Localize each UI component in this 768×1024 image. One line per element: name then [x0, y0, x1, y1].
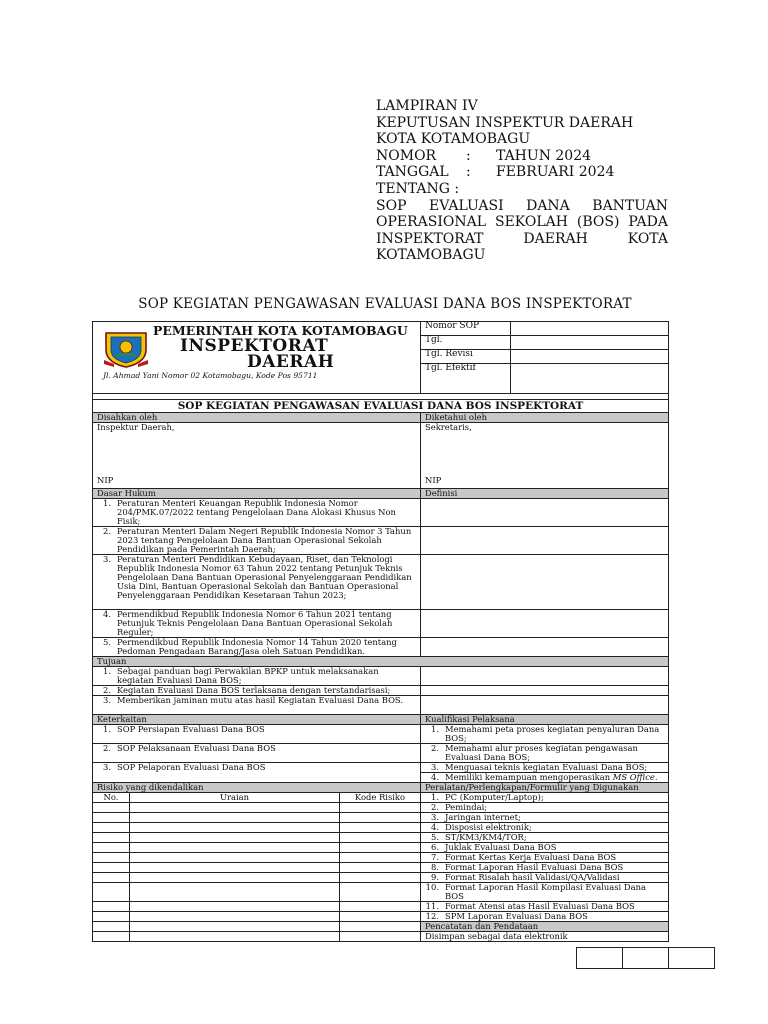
tujuan-label: Tujuan — [93, 657, 669, 667]
peralatan-item — [421, 902, 669, 912]
risk-cell — [130, 853, 340, 863]
item-tail: . — [654, 772, 658, 782]
item-text: Juklak Evaluasi Dana BOS — [445, 842, 557, 852]
meta-label: Tgl. Revisi — [421, 350, 511, 364]
diketahui-jabatan: Sekretaris, — [425, 422, 472, 432]
tanggal-row — [376, 164, 668, 181]
item-text: Format Atensi atas Hasil Evaluasi Dana BOS — [445, 901, 635, 911]
risiko-label: Risiko yang dikendalikan — [93, 783, 421, 793]
item-number: 2. — [431, 743, 439, 753]
item-number: 4. — [103, 609, 111, 619]
item-text: SOP Pelaksanaan Evaluasi Dana BOS — [117, 743, 276, 753]
kotamobagu-emblem-icon — [102, 330, 150, 368]
risk-cell — [93, 922, 130, 932]
item-number: 6. — [431, 842, 439, 852]
item-number: 5. — [431, 832, 439, 842]
dasar-hukum-item — [93, 610, 421, 638]
definisi-cell — [421, 610, 669, 638]
tentang-label: TENTANG : — [376, 180, 460, 197]
disahkan-cell — [93, 423, 421, 489]
disahkan-label: Disahkan oleh — [93, 413, 421, 423]
keterkaitan-item — [93, 725, 421, 744]
item-number: 4. — [431, 772, 439, 782]
pencatatan-label: Pencatatan dan Pendataan — [421, 922, 669, 932]
kualifikasi-item — [421, 763, 669, 773]
footer-box — [577, 948, 623, 969]
risk-cell — [93, 932, 130, 942]
item-number: 12. — [425, 911, 439, 921]
daerah-title: DAERAH — [247, 352, 335, 372]
risk-cell — [130, 803, 340, 813]
diketahui-label: Diketahui oleh — [421, 413, 669, 423]
tentang-line: OPERASIONAL SEKOLAH (BOS) PADA — [376, 214, 668, 231]
risk-cell — [130, 922, 340, 932]
nomor-sep: : — [466, 147, 471, 164]
risk-cell — [340, 883, 421, 902]
footer-box — [623, 948, 669, 969]
definisi-cell — [421, 555, 669, 610]
tujuan-item — [93, 696, 421, 715]
risk-cell — [340, 902, 421, 912]
meta-label: Nomor SOP — [421, 322, 511, 336]
risk-cell — [340, 932, 421, 942]
kualifikasi-item — [421, 744, 669, 763]
risk-cell — [130, 833, 340, 843]
peralatan-item — [421, 843, 669, 853]
risk-col-no: No. — [93, 793, 130, 803]
risk-cell — [130, 912, 340, 922]
risk-cell — [130, 863, 340, 873]
document-title: SOP KEGIATAN PENGAWASAN EVALUASI DANA BOS INSPEKTORAT — [138, 296, 632, 312]
definisi-cell — [421, 527, 669, 555]
item-text: Peraturan Menteri Dalam Negeri Republik Indonesia Nomor 3 Tahun 2023 tentang Pengelolaan Dana Bantuan Operasional Sekolah Pendidikan pada Pemerintah Daerah; — [117, 526, 412, 554]
meta-label: Tgl. Efektif — [421, 364, 511, 394]
item-number: 2. — [103, 526, 111, 536]
keterkaitan-item — [93, 763, 421, 783]
risk-cell — [93, 902, 130, 912]
kualifikasi-item — [421, 725, 669, 744]
sop-table — [92, 321, 669, 942]
peralatan-item — [421, 883, 669, 902]
item-number: 11. — [425, 901, 439, 911]
item-number: 2. — [431, 802, 439, 812]
item-number: 3. — [103, 695, 111, 705]
risk-cell — [340, 922, 421, 932]
risk-cell — [130, 902, 340, 912]
meta-value — [511, 364, 669, 394]
risk-cell — [93, 843, 130, 853]
risk-cell — [340, 912, 421, 922]
item-number: 3. — [103, 762, 111, 772]
risk-cell — [93, 883, 130, 902]
risk-cell — [340, 863, 421, 873]
item-number: 3. — [431, 812, 439, 822]
risk-col-kode: Kode Risiko — [340, 793, 421, 803]
item-number: 1. — [103, 666, 111, 676]
item-number: 7. — [431, 852, 439, 862]
definisi-cell — [421, 499, 669, 527]
meta-label: Tgl. — [421, 336, 511, 350]
footer-boxes — [576, 947, 715, 969]
item-text: ST/KM3/KM4/TOR; — [445, 832, 527, 842]
item-text: Format Laporan Hasil Kompilasi Evaluasi Dana BOS — [445, 882, 646, 901]
dasar-hukum-item — [93, 638, 421, 657]
item-text: Disposisi elektronik; — [445, 822, 532, 832]
risk-cell — [93, 873, 130, 883]
tanggal-label: TANGGAL — [376, 164, 449, 181]
diketahui-cell — [421, 423, 669, 489]
dasar-hukum-label: Dasar Hukum — [93, 489, 421, 499]
risk-cell — [340, 813, 421, 823]
risk-cell — [130, 843, 340, 853]
risk-cell — [93, 823, 130, 833]
risk-cell — [93, 853, 130, 863]
pemerintah-title: PEMERINTAH KOTA KOTAMOBAGU — [153, 323, 408, 338]
item-text: SOP Persiapan Evaluasi Dana BOS — [117, 724, 265, 734]
kota-line: KOTA KOTAMOBAGU — [376, 131, 531, 148]
item-text: Format Kertas Kerja Evaluasi Dana BOS — [445, 852, 617, 862]
item-number: 4. — [431, 822, 439, 832]
keterkaitan-label: Keterkaitan — [93, 715, 421, 725]
tanggal-value: FEBRUARI 2024 — [496, 164, 615, 181]
item-number: 1. — [431, 792, 439, 802]
item-emphasis: MS Office — [612, 772, 655, 782]
item-text: Pemindai; — [445, 802, 488, 812]
peralatan-item — [421, 863, 669, 873]
item-text: Jaringan internet; — [445, 812, 521, 822]
disahkan-jabatan: Inspektur Daerah, — [97, 422, 175, 432]
meta-value — [511, 350, 669, 364]
peralatan-item — [421, 853, 669, 863]
keterkaitan-item — [93, 744, 421, 763]
item-number: 2. — [103, 743, 111, 753]
kualifikasi-item — [421, 773, 669, 783]
item-text: Memiliki kemampuan mengoperasikan — [445, 772, 613, 782]
definisi-label: Definisi — [421, 489, 669, 499]
inspektorat-title: INSPEKTORAT — [180, 336, 329, 356]
item-number: 3. — [431, 762, 439, 772]
item-text: Kegiatan Evaluasi Dana BOS terlaksana dengan terstandarisasi; — [117, 685, 391, 695]
item-number: 9. — [431, 872, 439, 882]
risk-cell — [130, 873, 340, 883]
peralatan-item — [421, 912, 669, 922]
tentang-line: SOP EVALUASI DANA BANTUAN — [376, 197, 668, 214]
item-text: SOP Pelaporan Evaluasi Dana BOS — [117, 762, 266, 772]
item-text: Format Risalah hasil Validasi/QA/Validasi — [445, 872, 620, 882]
item-number: 3. — [103, 554, 111, 564]
risk-cell — [340, 823, 421, 833]
risk-cell — [130, 883, 340, 902]
tanggal-sep: : — [466, 164, 471, 181]
risk-cell — [340, 873, 421, 883]
risk-cell — [340, 803, 421, 813]
risk-cell — [130, 813, 340, 823]
item-text: Peraturan Menteri Keuangan Republik Indonesia Nomor 204/PMK.07/2022 tentang Pengelolaan Dana Alokasi Khusus Non Fisik; — [117, 498, 396, 526]
item-text: Memahami alur proses kegiatan pengawasan Evaluasi Dana BOS; — [445, 743, 638, 762]
dasar-hukum-item — [93, 527, 421, 555]
tujuan-blank — [421, 686, 669, 696]
risk-cell — [340, 853, 421, 863]
risk-col-uraian: Uraian — [130, 793, 340, 803]
meta-value — [511, 322, 669, 336]
peralatan-item — [421, 873, 669, 883]
keputusan-line: KEPUTUSAN INSPEKTUR DAERAH — [376, 114, 634, 131]
risk-cell — [130, 823, 340, 833]
tujuan-blank — [421, 696, 669, 715]
item-number: 10. — [425, 882, 439, 892]
item-text: SPM Laporan Evaluasi Dana BOS — [445, 911, 588, 921]
risk-cell — [93, 863, 130, 873]
item-text: Menguasai teknis kegiatan Evaluasi Dana BOS; — [445, 762, 648, 772]
item-number: 5. — [103, 637, 111, 647]
tujuan-item — [93, 667, 421, 686]
dasar-hukum-item — [93, 555, 421, 610]
dasar-hukum-item — [93, 499, 421, 527]
item-number: 2. — [103, 685, 111, 695]
peralatan-item — [421, 803, 669, 813]
item-text: PC (Komputer/Laptop); — [445, 792, 544, 802]
kop-address: Jl. Ahmad Yani Nomor 02 Kotamobagu, Kode Pos 95711 — [103, 371, 318, 380]
risk-cell — [93, 912, 130, 922]
item-text: Permendikbud Republik Indonesia Nomor 6 Tahun 2021 tentang Petunjuk Teknis Pengelolaan Dana Bantuan Operasional Sekolah Reguler; — [117, 609, 393, 637]
item-text: Permendikbud Republik Indonesia Nomor 14 Tahun 2020 tentang Pedoman Pengadaan Barang/Jasa oleh Satuan Pendidikan. — [117, 637, 397, 656]
nomor-row — [376, 148, 668, 165]
peralatan-item — [421, 813, 669, 823]
risk-cell — [130, 932, 340, 942]
lampiran-line: LAMPIRAN IV — [376, 98, 478, 114]
peralatan-label: Peralatan/Perlengkapan/Formulir yang Digunakan — [421, 783, 669, 793]
item-number: 1. — [103, 498, 111, 508]
peralatan-item — [421, 793, 669, 803]
item-text: Format Laporan Hasil Evaluasi Dana BOS — [445, 862, 624, 872]
footer-box — [669, 948, 715, 969]
item-text: Peraturan Menteri Pendidikan Kebudayaan, Riset, dan Teknologi Republik Indonesia Nomor 63 Tahun 2022 tentang Petunjuk Teknis Pengelolaan Dana Bantuan Operasional Penyelenggaraan Pendidikan Usia Dini, Bantuan Operasional Sekolah dan Bantuan Operasional Penyelenggaraan Pendidikan Kesetaraan Tahun 2023; — [117, 554, 412, 600]
item-number: 1. — [103, 724, 111, 734]
item-text: Sebagai panduan bagi Perwakilan BPKP untuk melaksanakan kegiatan Evaluasi Dana BOS; — [117, 666, 379, 685]
item-number: 1. — [431, 724, 439, 734]
definisi-cell — [421, 638, 669, 657]
tentang-line: INSPEKTORAT DAERAH KOTA — [376, 230, 668, 247]
nomor-label: NOMOR — [376, 147, 437, 164]
risk-cell — [93, 803, 130, 813]
tujuan-item — [93, 686, 421, 696]
risk-cell — [93, 833, 130, 843]
item-number: 8. — [431, 862, 439, 872]
meta-value — [511, 336, 669, 350]
item-text: Memberikan jaminan mutu atas hasil Kegiatan Evaluasi Dana BOS. — [117, 695, 404, 705]
nomor-value: TAHUN 2024 — [496, 147, 592, 164]
risk-cell — [340, 833, 421, 843]
sop-title: SOP KEGIATAN PENGAWASAN EVALUASI DANA BOS INSPEKTORAT — [93, 400, 669, 413]
kualifikasi-label: Kualifikasi Pelaksana — [421, 715, 669, 725]
peralatan-item — [421, 833, 669, 843]
risk-cell — [93, 813, 130, 823]
tujuan-blank — [421, 667, 669, 686]
risk-cell — [340, 843, 421, 853]
nip-left: NIP — [97, 475, 114, 485]
peralatan-item — [421, 823, 669, 833]
item-text: Memahami peta proses kegiatan penyaluran Dana BOS; — [445, 724, 660, 743]
lampiran-header — [376, 98, 668, 264]
tentang-line: KOTAMOBAGU — [376, 247, 486, 264]
pencatatan-text: Disimpan sebagai data elektronik — [421, 932, 669, 942]
nip-right: NIP — [425, 475, 442, 485]
